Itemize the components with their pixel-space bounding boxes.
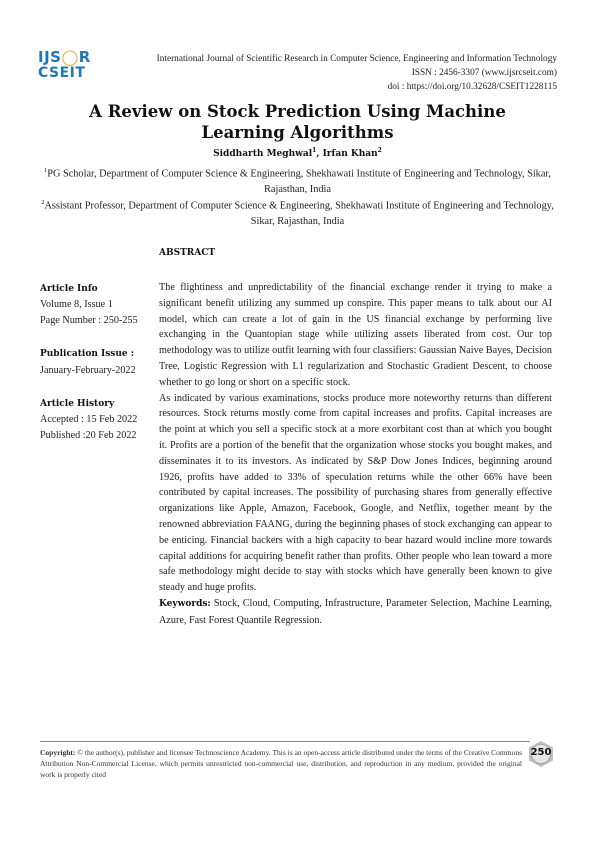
page-number-range: Page Number : 250-255 bbox=[40, 315, 138, 326]
logo-text-cseit: CSEIT bbox=[38, 65, 86, 81]
logo-text-ijs: IJS bbox=[38, 48, 62, 66]
abstract-paragraph-1: The flightiness and unpredictability of the financial exchange render it trying to make a significant benefit utilizing any summed up conspire. This paper means to talk about our AI model, which can create a lot of gain in the US financial exchange by performing live exchanging in the Quantopian stage while utilizing assets liberated from cost. Our top methodology was to utilize outfit learning with four classifiers: Gaussian Naive Bayes, Decision Tree, Logistic Regression with L1 regularization and Stochastic Gradient Descent, to choose whether to go long or short on a specific stock. bbox=[159, 282, 552, 388]
keywords-line bbox=[159, 596, 552, 629]
author-1-sup: 1 bbox=[312, 147, 317, 154]
affiliation-2-text: Assistant Professor, Department of Computer Science & Engineering, Shekhawati Institute of Engineering and Technology, Sikar, Rajasthan, India bbox=[44, 200, 554, 228]
author-1: Siddharth Meghwal bbox=[213, 149, 313, 159]
publication-issue-block bbox=[40, 346, 155, 379]
affiliation-2-sup: 2 bbox=[41, 199, 45, 206]
author-2-sup: 2 bbox=[377, 147, 382, 154]
publication-issue-value: January-February-2022 bbox=[40, 365, 136, 376]
abstract-heading: ABSTRACT bbox=[159, 248, 216, 258]
affiliation-2 bbox=[40, 195, 555, 230]
publication-issue-heading: Publication Issue : bbox=[40, 349, 135, 359]
copyright-text: the author(s), publisher and licensee Technoscience Academy. This is an open-access article distributed under the terms of the Creative Commons Attribution Non-Commercial License, which permits unrestricted non-commercial use, distribution, and reproduction in any medium, provided the original work is properly cited bbox=[40, 748, 522, 779]
paper-title: A Review on Stock Prediction Using Machine Learning Algorithms bbox=[89, 102, 506, 142]
article-info-block bbox=[40, 281, 155, 329]
published-date: Published :20 Feb 2022 bbox=[40, 430, 137, 441]
abstract-paragraph-2: As indicated by various examinations, stocks produce more noteworthy returns than different resources. Stock returns mostly come from capital increases and profits. Capital increases are the point at which you sell a specific stock at a more exorbitant cost than at which you bought it. Profits are a portion of the benefit that the organization whose stocks you bought makes, and disseminates it to its investors. As indicated by S&P Dow Jones Indices, beginning around 1926, profits have added to 33% of speculation returns while the other 66% have been contributed by capital increases. The possibility of purchasing shares from generally effective organizations like Apple, Amazon, Facebook, Google, and Netflix, together meant by the renowned abbreviation FAANG, during the beginning phases of stock exchanging can appear to be enticing. Financial backers with a high capacity to bear hazard would incline more towards capital additions for acquiring benefit rather than profits. Other people who lean toward a more safe methodology might decide to stay with stocks which have generally been known to give steady and huge profits. bbox=[159, 392, 552, 594]
logo-text-r: R bbox=[78, 48, 91, 66]
article-history-heading: Article History bbox=[40, 399, 115, 409]
abstract-body bbox=[159, 280, 552, 629]
logo-q-icon: ◯ bbox=[61, 48, 79, 66]
copyright-notice bbox=[40, 747, 522, 780]
keywords-text: Stock, Cloud, Computing, Infrastructure, Parameter Selection, Machine Learning, Azure, Fast Forest Quantile Regression. bbox=[159, 597, 552, 626]
page-number: 250 bbox=[530, 747, 552, 758]
copyright-label: Copyright: bbox=[40, 748, 76, 757]
article-history-block bbox=[40, 396, 155, 444]
article-info-heading: Article Info bbox=[40, 284, 98, 294]
journal-name: International Journal of Scientific Research in Computer Science, Engineering and Information Technology bbox=[156, 54, 557, 64]
author-separator: , bbox=[316, 149, 323, 159]
volume-issue: Volume 8, Issue 1 bbox=[40, 299, 113, 310]
copyright-symbol-icon: © bbox=[77, 748, 83, 757]
affiliation-1 bbox=[40, 163, 555, 198]
journal-header bbox=[87, 52, 557, 94]
affiliation-1-sup: 1 bbox=[44, 167, 48, 174]
author-line bbox=[0, 147, 595, 159]
journal-issn: ISSN : 2456-3307 (www.ijsrcseit.com) bbox=[411, 68, 557, 78]
affiliation-1-text: PG Scholar, Department of Computer Science & Engineering, Shekhawati Institute of Engineering and Technology, Sikar, Rajasthan, India bbox=[47, 168, 551, 196]
accepted-date: Accepted : 15 Feb 2022 bbox=[40, 414, 138, 425]
keywords-label: Keywords: bbox=[159, 598, 211, 609]
author-2: Irfan Khan bbox=[322, 149, 378, 159]
footer-divider bbox=[40, 741, 530, 742]
journal-doi: doi : https://doi.org/10.32628/CSEIT1228115 bbox=[387, 82, 557, 92]
